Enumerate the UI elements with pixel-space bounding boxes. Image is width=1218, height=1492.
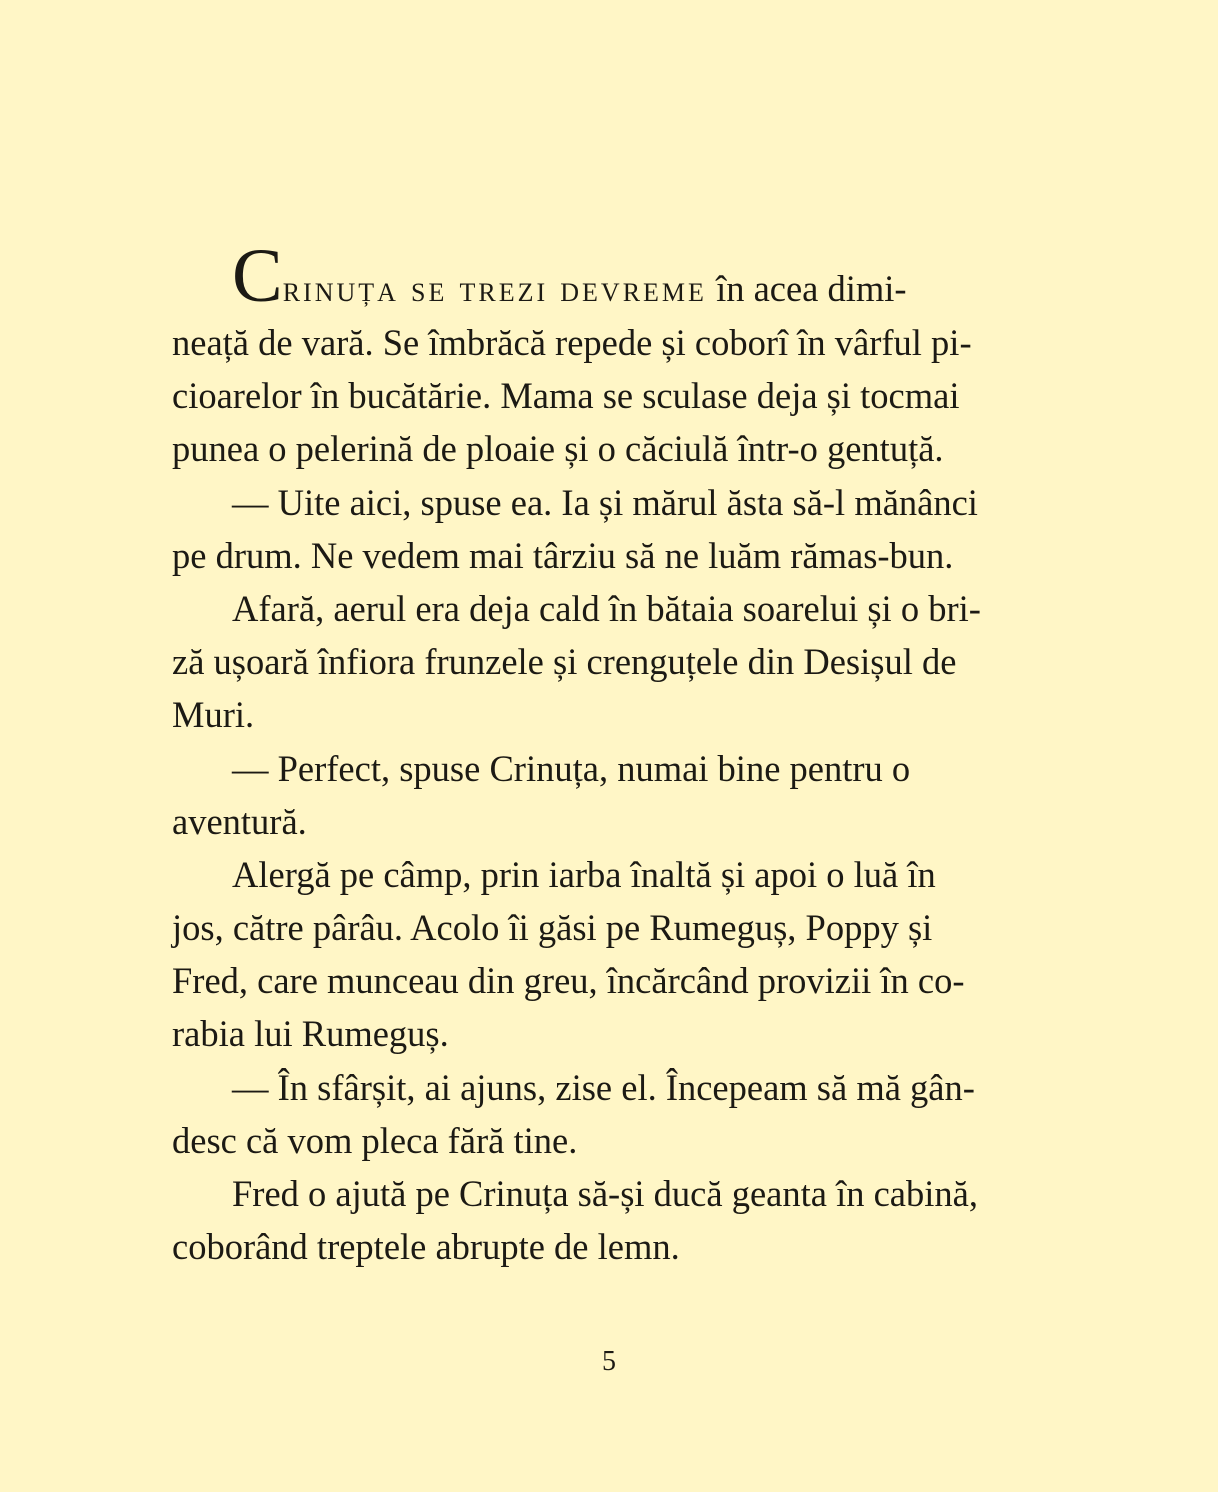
text-line: Fred, care munceau din greu, încărcând provizii în co- bbox=[172, 960, 965, 1002]
text-line: — Uite aici, spuse ea. Ia și mărul ăsta să-l mănânci bbox=[232, 481, 978, 523]
text-line: Alergă pe câmp, prin iarba înaltă și apoi o luă în bbox=[232, 853, 936, 895]
text-line: Muri. bbox=[172, 694, 255, 736]
text-line: — În sfârșit, ai ajuns, zise el. Începeam să mă gân- bbox=[232, 1066, 975, 1108]
body-text bbox=[172, 236, 1052, 1273]
text-line: în acea dimi- bbox=[706, 268, 907, 309]
text-line: punea o pelerină de ploaie și o căciulă într-o gentuță. bbox=[172, 428, 944, 470]
text-line: jos, către pârâu. Acolo îi găsi pe Rumeguș, Poppy și bbox=[172, 907, 933, 949]
text-line: Afară, aerul era deja cald în bătaia soarelui și o bri- bbox=[232, 587, 981, 629]
text-line: coborând treptele abrupte de lemn. bbox=[172, 1226, 680, 1268]
opening-line bbox=[172, 236, 1052, 316]
text-line: desc că vom pleca fără tine. bbox=[172, 1119, 578, 1161]
page-number: 5 bbox=[602, 1346, 616, 1377]
text-line: Fred o ajută pe Crinuța să-și ducă geanta în cabină, bbox=[232, 1173, 978, 1214]
text-line: aventură. bbox=[172, 800, 307, 842]
opening-small-caps: rinuța se trezi devreme bbox=[282, 268, 707, 309]
text-line: ză ușoară înfiora frunzele și crenguțele din Desișul de bbox=[172, 641, 957, 683]
drop-cap: C bbox=[232, 234, 283, 318]
text-line: rabia lui Rumeguș. bbox=[172, 1013, 449, 1055]
text-line: neață de vară. Se îmbrăcă repede și coborî în vârful pi- bbox=[172, 322, 972, 363]
text-line: — Perfect, spuse Crinuța, numai bine pentru o bbox=[232, 747, 911, 789]
text-line: pe drum. Ne vedem mai târziu să ne luăm rămas-bun. bbox=[172, 534, 954, 576]
text-line: cioarelor în bucătărie. Mama se sculase deja și tocmai bbox=[172, 375, 960, 417]
